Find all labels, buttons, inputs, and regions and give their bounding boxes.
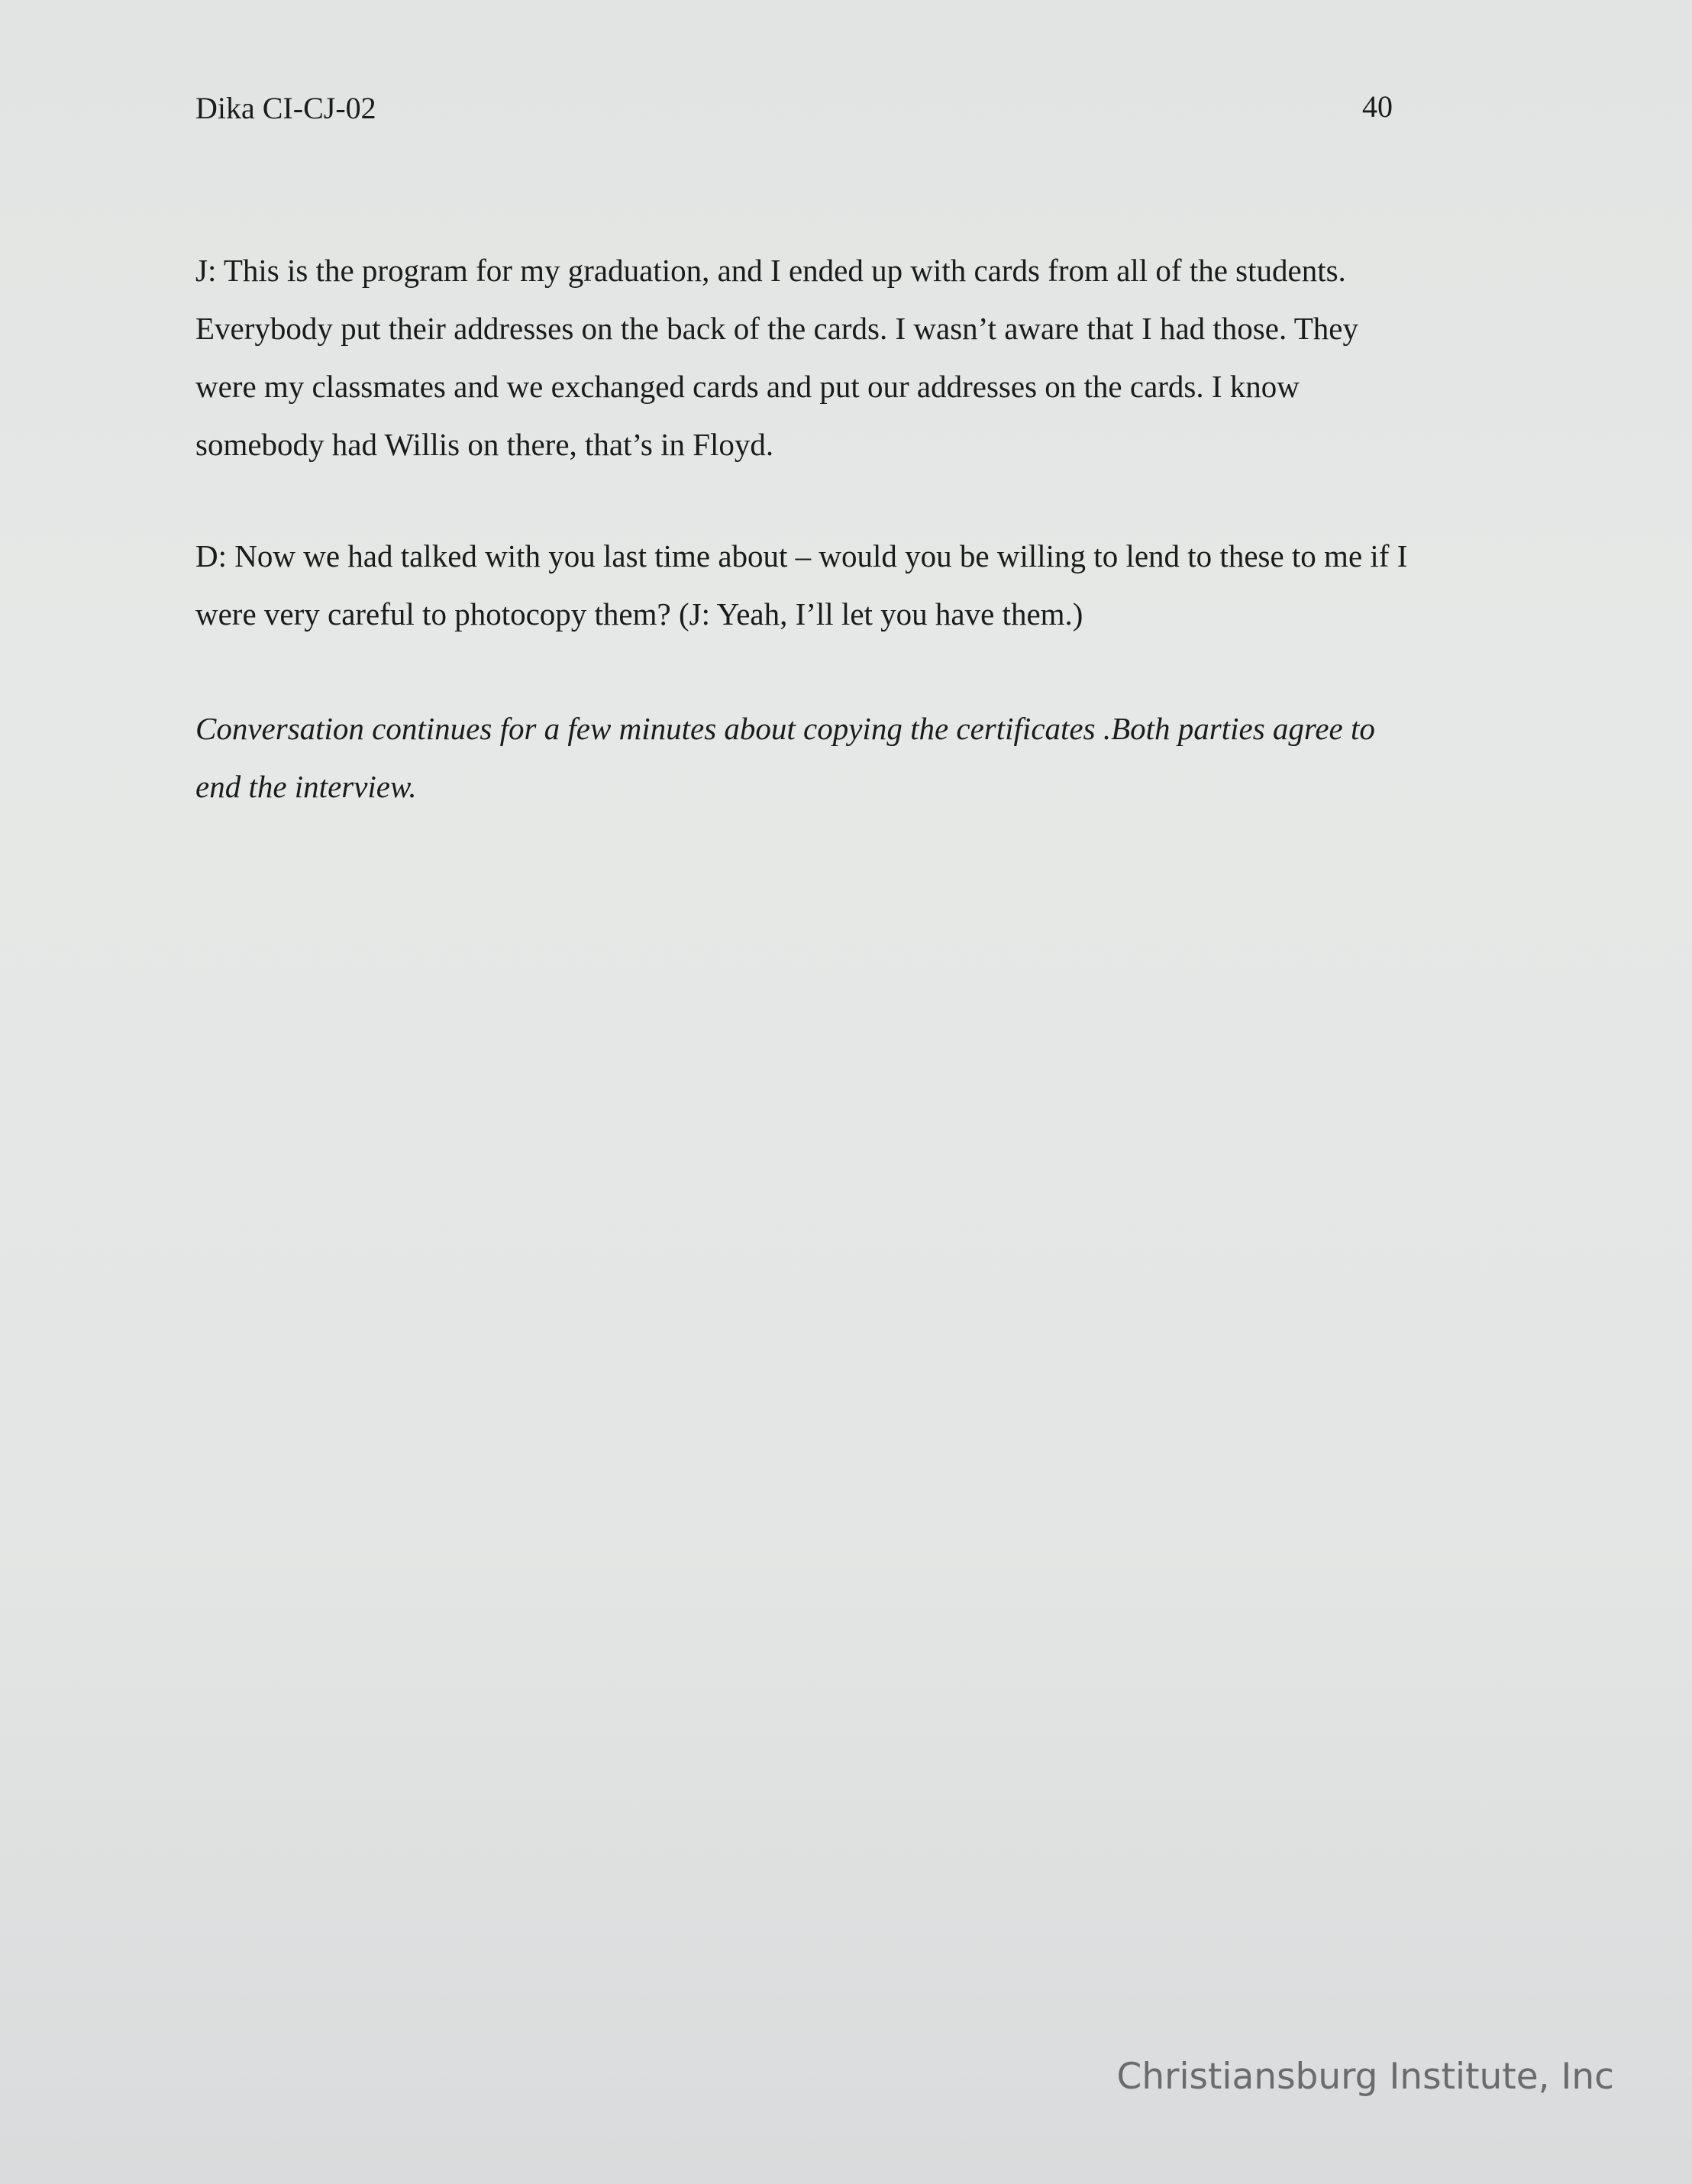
paragraph-d-lend-request [195, 527, 1509, 643]
paragraph-j-graduation-cards [195, 241, 1509, 473]
paragraph-line: were my classmates and we exchanged cards and put our addresses on the cards. I know [195, 369, 1300, 404]
paragraph-line: Conversation continues for a few minutes about copying the certificates .Both parties agree to [195, 711, 1375, 746]
paragraph-line: were very careful to photocopy them? (J: Yeah, I’ll let you have them.) [195, 596, 1083, 632]
paragraph-editorial-note [195, 699, 1509, 816]
watermark: Christiansburg Institute, Inc [1116, 2056, 1614, 2098]
paragraph-line: end the interview. [195, 769, 417, 804]
page-number: 40 [1362, 89, 1393, 124]
paragraph-line: somebody had Willis on there, that’s in Floyd. [195, 427, 774, 462]
paragraph-line: Everybody put their addresses on the back of the cards. I wasn’t aware that I had those. They [195, 311, 1358, 346]
paragraph-line: D: Now we had talked with you last time about – would you be willing to lend to these to me if I [195, 538, 1408, 573]
document-id: Dika CI-CJ-02 [195, 91, 376, 125]
paragraph-line: J: This is the program for my graduation, and I ended up with cards from all of the students. [195, 253, 1346, 288]
